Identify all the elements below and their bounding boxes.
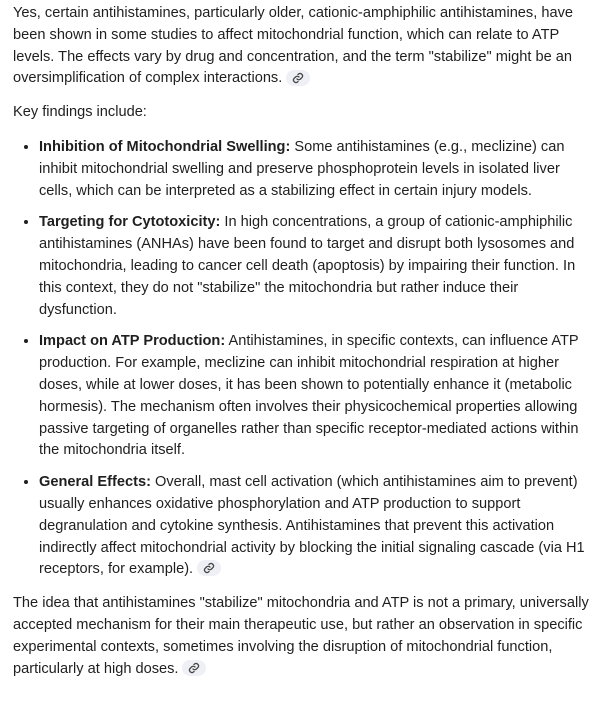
finding-text: Antihistamines, in specific contexts, can influence ATP production. For example, meclizine can inhibit mitochondrial respiration at higher doses, while at lower doses, it has been shown to potentially enhance it (metabolic hormesis). The mechanism often involves their physicochemical properties allowing passive targeting of organelles rather than specific receptor-mediated actions within the mitochondria itself. xyxy=(39,333,579,459)
source-link-chip[interactable] xyxy=(197,560,221,576)
finding-term: General Effects: xyxy=(39,474,151,491)
key-findings-label: Key findings include: xyxy=(13,104,147,121)
conclusion-text: The idea that antihistamines "stabilize" mitochondria and ATP is not a primary, universally accepted mechanism for their main therapeutic use, but rather an observation in specific experimental contexts, sometimes involving the disruption of mitochondrial function, particularly at high doses. xyxy=(13,595,589,677)
conclusion-paragraph xyxy=(13,593,595,680)
link-icon xyxy=(188,662,200,674)
list-item xyxy=(39,472,595,581)
finding-text: Some antihistamines (e.g., meclizine) can inhibit mitochondrial swelling and preserve phosphoprotein levels in isolated liver cells, which can be interpreted as a stabilizing effect in certain injury models. xyxy=(39,138,565,199)
list-item xyxy=(39,331,595,462)
response-body xyxy=(13,3,595,680)
link-icon xyxy=(292,72,304,84)
list-item xyxy=(39,137,595,202)
finding-text: In high concentrations, a group of cationic-amphiphilic antihistamines (ANHAs) have been found to target and disrupt both lysosomes and mitochondria, leading to cancer cell death (apoptosis) by impairing their function. In this context, they do not "stabilize" the mitochondria but rather induce their dysfunction. xyxy=(39,214,576,318)
list-item xyxy=(39,212,595,321)
finding-term: Impact on ATP Production: xyxy=(39,333,226,350)
findings-list xyxy=(13,137,595,581)
finding-term: Targeting for Cytotoxicity: xyxy=(39,214,221,231)
finding-term: Inhibition of Mitochondrial Swelling: xyxy=(39,138,291,155)
finding-text: Overall, mast cell activation (which antihistamines aim to prevent) usually enhances oxidative phosphorylation and ATP production to support degranulation and cytokine synthesis. Antihistamines that prevent this activation indirectly affect mitochondrial activity by blocking the initial signaling cascade (via H1 receptors, for example). xyxy=(39,474,585,578)
intro-text: Yes, certain antihistamines, particularly older, cationic-amphiphilic antihistamines, have been shown in some studies to affect mitochondrial function, which can relate to ATP levels. The effects vary by drug and concentration, and the term "stabilize" might be an oversimplification of complex interactions. xyxy=(13,5,573,87)
intro-paragraph xyxy=(13,3,595,90)
source-link-chip[interactable] xyxy=(286,70,310,86)
source-link-chip[interactable] xyxy=(182,660,206,676)
link-icon xyxy=(203,562,215,574)
